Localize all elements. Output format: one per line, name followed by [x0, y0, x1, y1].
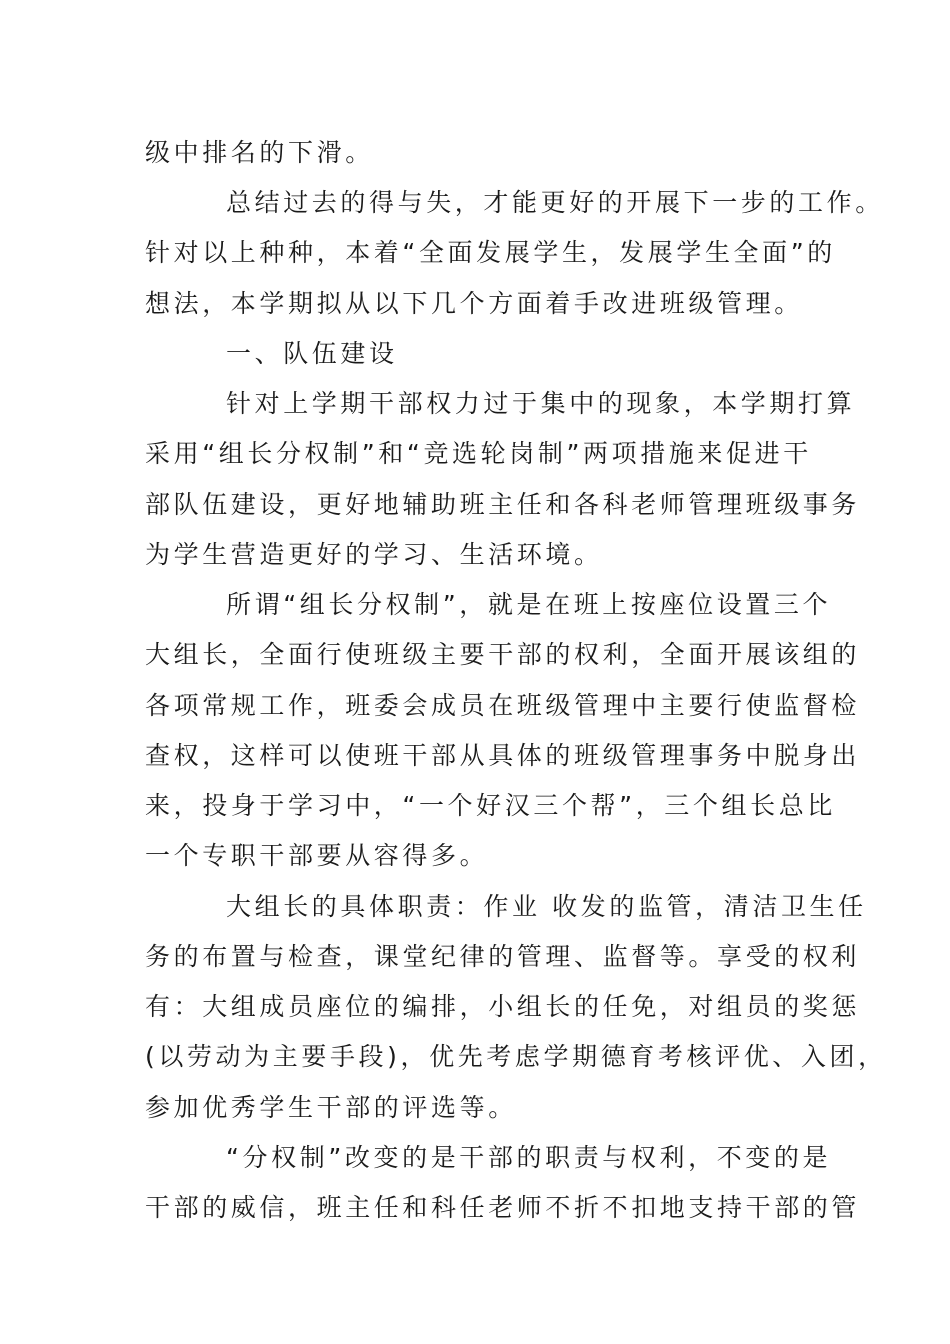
paragraph-start-line: 大组长的具体职责：作业 收发的监管，清洁卫生任	[226, 892, 867, 921]
text-line: 级中排名的下滑。	[145, 138, 374, 167]
text-line: 一个专职干部要从容得多。	[145, 841, 489, 870]
text-line: 采用“组长分权制”和“竞选轮岗制”两项措施来促进干	[145, 439, 812, 468]
text-line: 干部的威信，班主任和科任老师不折不扣地支持干部的管	[145, 1193, 861, 1222]
text-line: 查权，这样可以使班干部从具体的班级管理事务中脱身出	[145, 741, 861, 770]
text-line: 针对以上种种，本着“全面发展学生，发展学生全面”的	[145, 238, 836, 267]
text-line: 大组长，全面行使班级主要干部的权利，全面开展该组的	[145, 640, 861, 669]
text-line: 务的布置与检查，课堂纪律的管理、监督等。享受的权利	[145, 942, 861, 971]
paragraph-start-line: 总结过去的得与失，才能更好的开展下一步的工作。	[226, 188, 884, 217]
text-line: 参加优秀学生干部的评选等。	[145, 1093, 517, 1122]
text-line: 来，投身于学习中，“一个好汉三个帮”，三个组长总比	[145, 791, 836, 820]
text-line: 想法，本学期拟从以下几个方面着手改进班级管理。	[145, 289, 803, 318]
text-line: 为学生营造更好的学习、生活环境。	[145, 540, 603, 569]
text-line: (以劳动为主要手段)，优先考虑学期德育考核评优、入团，	[145, 1042, 887, 1071]
paragraph-start-line: 所谓“组长分权制”，就是在班上按座位设置三个	[226, 590, 832, 619]
text-line: 部队伍建设，更好地辅助班主任和各科老师管理班级事务	[145, 490, 861, 519]
paragraph-start-line: “分权制”改变的是干部的职责与权利，不变的是	[226, 1143, 832, 1172]
paragraph-start-line: 针对上学期干部权力过于集中的现象，本学期打算	[226, 389, 856, 418]
text-line: 有：大组成员座位的编排，小组长的任免，对组员的奖惩	[145, 992, 861, 1021]
text-line: 各项常规工作，班委会成员在班级管理中主要行使监督检	[145, 691, 861, 720]
section-heading: 一、队伍建设	[226, 339, 398, 368]
